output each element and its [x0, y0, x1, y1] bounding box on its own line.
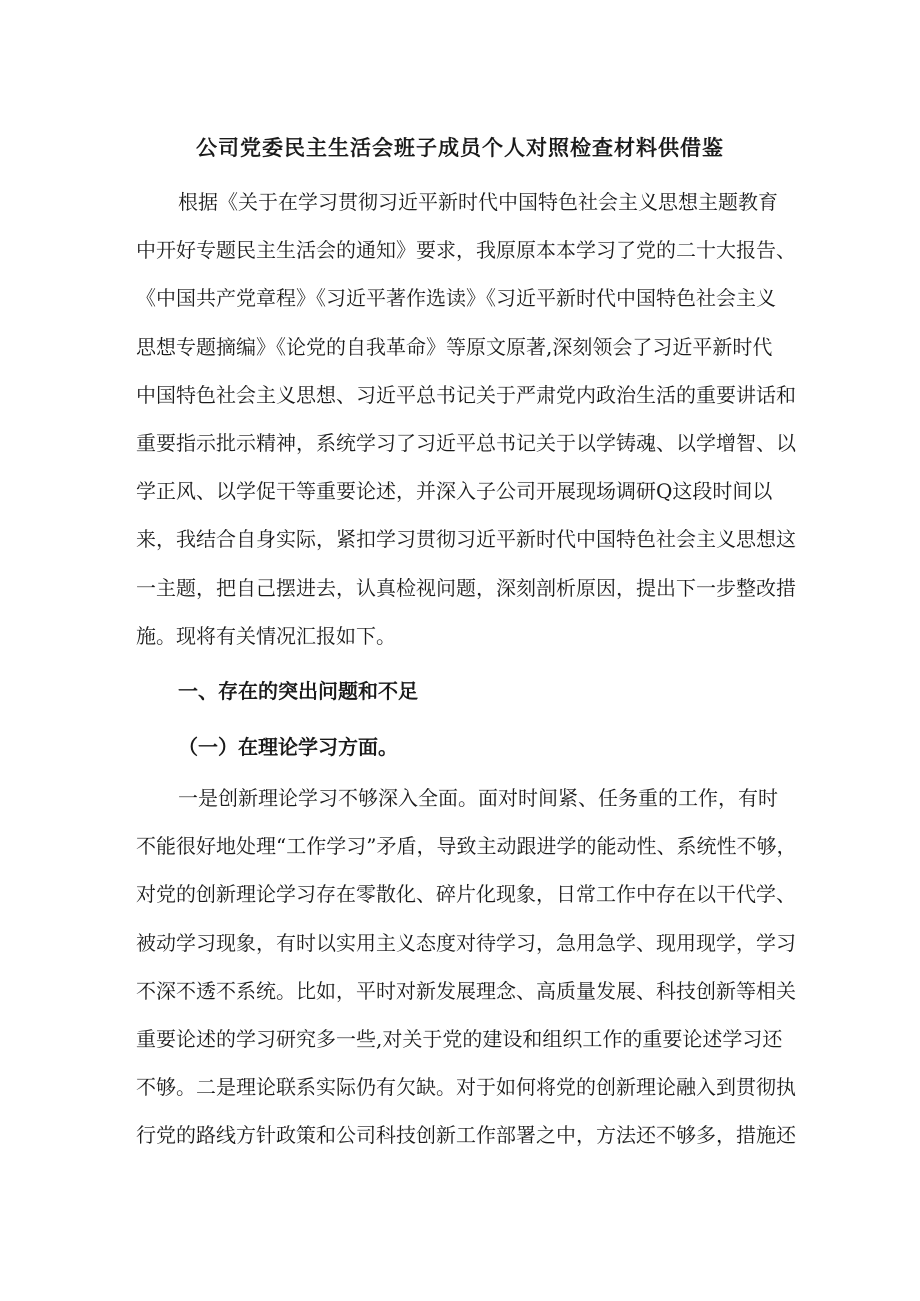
text-line: 重要指示批示精神，系统学习了习近平总书记关于以学铸魂、以学增智、以 — [136, 430, 796, 455]
text-line: 中国特色社会主义思想、习近平总书记关于严肃党内政治生活的重要讲话和 — [136, 382, 796, 407]
text-line: 思想专题摘编》《论党的自我革命》等原文原著,深刻领会了习近平新时代 — [136, 334, 773, 359]
intro-paragraph — [136, 178, 796, 660]
text-line: 对党的创新理论学习存在零散化、碎片化现象，日常工作中存在以干代学、 — [136, 882, 796, 907]
text-line: 不能很好地处理“工作学习”矛盾，导致主动跟进学的能动性、系统性不够， — [136, 834, 796, 859]
section-heading: 一、存在的突出问题和不足 — [178, 679, 418, 703]
text-line: 被动学习现象，有时以实用主义态度对待学习，急用急学、现用现学，学习 — [136, 930, 796, 955]
text-line: 学正风、以学促干等重要论述，并深入子公司开展现场调研Q这段时间以 — [136, 479, 773, 504]
text-line: 行党的路线方针政策和公司科技创新工作部署之中，方法还不够多，措施还 — [136, 1123, 796, 1148]
text-line: 《中国共产党章程》《习近平著作选读》《习近平新时代中国特色社会主义 — [136, 286, 776, 311]
text-line: 来，我结合自身实际，紧扣学习贯彻习近平新时代中国特色社会主义思想这 — [136, 527, 796, 552]
text-line: 施。现将有关情况汇报如下。 — [136, 623, 396, 648]
text-line: 不深不透不系统。比如，平时对新发展理念、高质量发展、科技创新等相关 — [136, 978, 796, 1003]
subsection-heading: （一）在理论学习方面。 — [178, 735, 398, 759]
body-paragraph — [136, 774, 796, 1160]
text-line: 一主题，把自己摆进去，认真检视问题，深刻剖析原因，提出下一步整改措 — [136, 575, 796, 600]
text-line: 不够。二是理论联系实际仍有欠缺。对于如何将党的创新理论融入到贯彻执 — [136, 1075, 796, 1100]
text-line: 根据《关于在学习贯彻习近平新时代中国特色社会主义思想主题教育 — [178, 190, 778, 214]
text-line: 重要论述的学习研究多一些,对关于党的建设和组织工作的重要论述学习还 — [136, 1026, 783, 1051]
document-title: 公司党委民主生活会班子成员个人对照检查材料供借鉴 — [196, 135, 724, 160]
text-line: 一是创新理论学习不够深入全面。面对时间紧、任务重的工作，有时 — [178, 786, 778, 810]
text-line: 中开好专题民主生活会的通知》要求，我原原本本学习了党的二十大报告、 — [136, 238, 796, 263]
